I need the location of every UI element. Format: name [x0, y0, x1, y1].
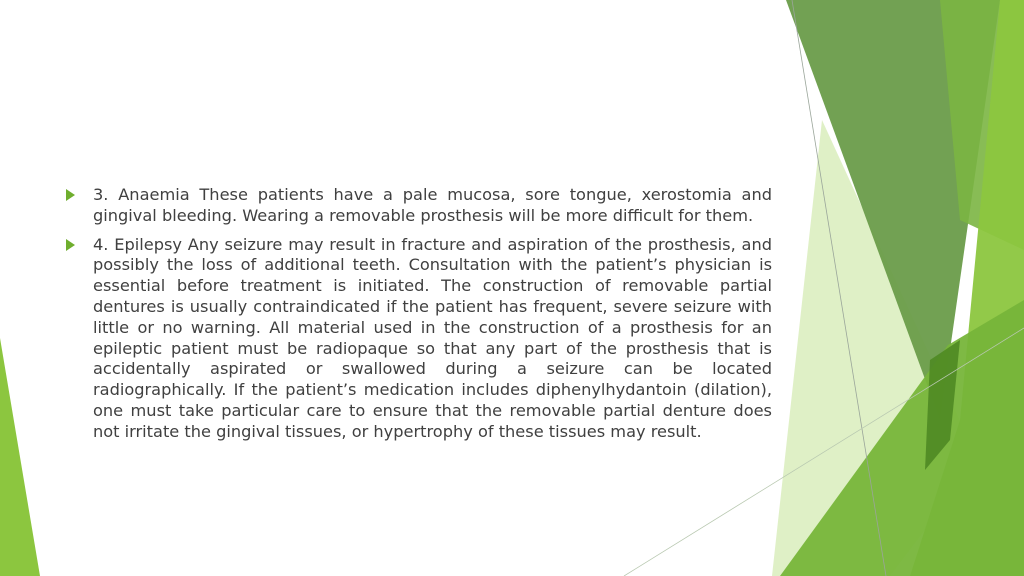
bullet-text: 3. Anaemia These patients have a pale mucosa, sore tongue, xerostomia and gingival bleeding. Wearing a removable prosthesis will be more difficult for them. [93, 185, 772, 225]
bullet-text: 4. Epilepsy Any seizure may result in fracture and aspiration of the prosthesis, and possibly the loss of additional teeth. Consultation with the patient’s physician is essential before treatment is initiated. The construction of removable partial dentures is usually contraindicated if the patient has frequent, severe seizure with little or no warning. All material used in the construction of a prosthesis for an epileptic patient must be radiopaque so that any part of the prosthesis that is accidentally aspirated or swallowed during a seizure can be located radiographically. If the patient’s medication includes diphenylhydantoin (dilation), one must take particular care to ensure that the removable partial denture does not irritate the gingival tissues, or hypertrophy of these tissues may result. [93, 234, 772, 441]
bullet-item-anaemia [66, 185, 772, 227]
bullet-arrow-icon [66, 189, 75, 201]
content-area [66, 185, 772, 451]
left-facet [0, 338, 40, 576]
bullet-item-epilepsy [66, 235, 772, 443]
bullet-arrow-icon [66, 239, 75, 251]
